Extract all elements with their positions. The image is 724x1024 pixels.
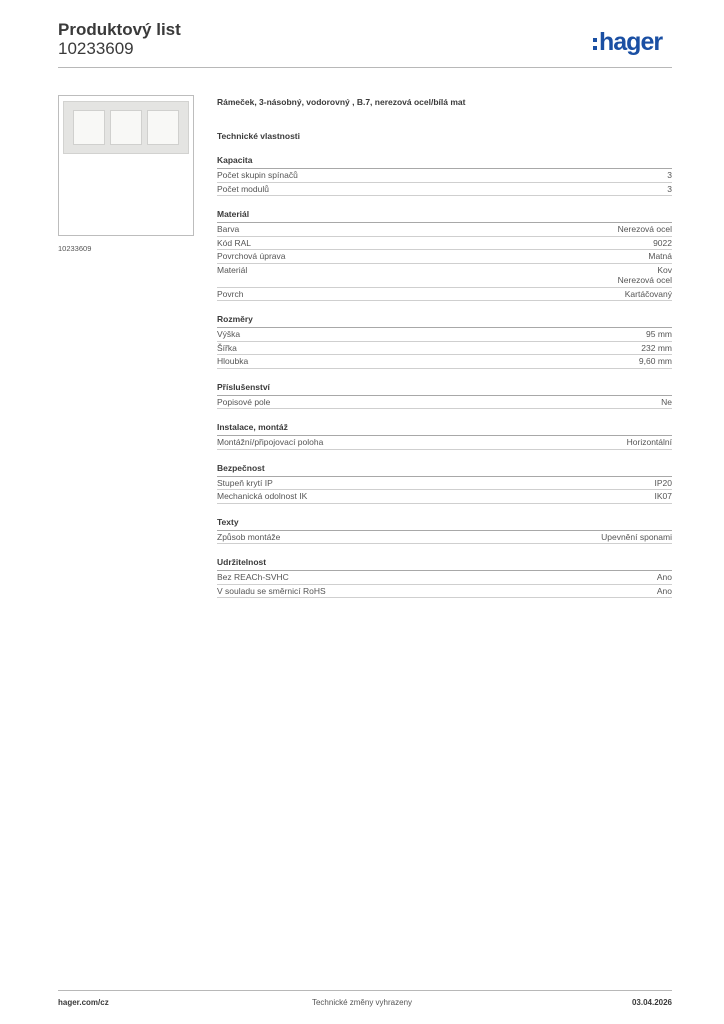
footer-date: 03.04.2026 — [631, 998, 672, 1007]
product-image — [58, 95, 194, 236]
spec-value — [661, 397, 672, 408]
spec-section — [217, 209, 672, 301]
spec-label: Barva — [217, 224, 240, 234]
spec-value — [667, 184, 672, 195]
spec-value-line: 3 — [667, 170, 672, 180]
spec-value-line: IP20 — [654, 477, 672, 488]
spec-value — [657, 572, 672, 583]
spec-label: Povrch — [217, 288, 244, 299]
logo-text: hager — [599, 28, 663, 56]
spec-value — [618, 265, 672, 286]
spec-value-line: Ano — [656, 585, 672, 596]
spec-value — [625, 289, 672, 300]
spec-value — [657, 586, 672, 597]
page-title: Produktový list — [58, 20, 181, 39]
spec-label: Způsob montáže — [217, 531, 281, 542]
tech-properties-heading: Technické vlastnosti — [217, 131, 300, 141]
spec-value — [653, 238, 672, 249]
spec-row — [217, 342, 672, 356]
spec-value — [601, 532, 672, 543]
spec-value — [627, 437, 672, 448]
spec-row — [217, 490, 672, 504]
spec-label: Stupeň krytí IP — [217, 477, 273, 488]
section-title: Materiál — [217, 209, 672, 223]
spec-section — [217, 517, 672, 545]
spec-label: Počet skupin spínačů — [217, 170, 298, 180]
spec-value-line: Horizontální — [626, 437, 672, 447]
spec-value-line: 3 — [667, 183, 672, 194]
spec-row — [217, 436, 672, 450]
spec-label: Materiál — [217, 264, 248, 275]
spec-row — [217, 183, 672, 197]
spec-section — [217, 463, 672, 504]
footer-website-link[interactable]: hager.com/cz — [58, 998, 109, 1007]
spec-value-line: 9022 — [653, 237, 672, 248]
product-code-heading: 10233609 — [58, 39, 134, 58]
spec-label: Počet modulů — [217, 183, 269, 194]
section-title: Kapacita — [217, 155, 672, 169]
spec-value — [648, 251, 672, 262]
product-description: Rámeček, 3-násobný, vodorovný , B.7, nerezová ocel/bílá mat — [217, 97, 466, 107]
spec-value — [655, 478, 673, 489]
spec-label: Povrchová úprava — [217, 251, 286, 261]
spec-value-line: 9,60 mm — [638, 356, 672, 366]
spec-value-line: Upevnění sponami — [601, 531, 672, 542]
section-title: Texty — [217, 517, 672, 531]
section-title: Bezpečnost — [217, 463, 672, 477]
spec-section — [217, 155, 672, 196]
spec-row — [217, 396, 672, 410]
spec-label: Hloubka — [217, 356, 249, 366]
spec-row — [217, 531, 672, 545]
spec-section — [217, 314, 672, 369]
footer-disclaimer: Technické změny vyhrazeny — [311, 998, 413, 1007]
spec-row — [217, 585, 672, 599]
section-title: Příslušenství — [217, 382, 672, 396]
spec-value-line: Ano — [656, 572, 672, 582]
hager-logo[interactable] — [593, 26, 662, 58]
spec-value — [618, 224, 672, 235]
spec-value-line: Ne — [661, 396, 672, 407]
spec-row — [217, 223, 672, 237]
section-title: Udržitelnost — [217, 557, 672, 571]
spec-row — [217, 237, 672, 251]
spec-value-line: 95 mm — [646, 329, 672, 339]
spec-label: Šířka — [217, 342, 237, 353]
spec-value — [646, 329, 672, 340]
spec-label: Montážní/připojovací poloha — [217, 437, 324, 447]
spec-value-line: Nerezová ocel — [617, 224, 672, 234]
spec-value-line: Matná — [648, 251, 672, 261]
spec-value-line: Nerezová ocel — [617, 275, 672, 285]
product-details — [217, 96, 672, 598]
frame-opening — [110, 110, 142, 145]
spec-value-line: Kov — [657, 264, 672, 275]
spec-row — [217, 250, 672, 264]
spec-label: V souladu se směrnicí RoHS — [217, 585, 326, 596]
footer-divider — [58, 990, 672, 991]
spec-row — [217, 169, 672, 183]
spec-label: Popisové pole — [217, 396, 271, 407]
section-title: Rozměry — [217, 314, 672, 328]
spec-value-line: Kartáčovaný — [624, 288, 672, 299]
frame-opening — [73, 110, 105, 145]
spec-section — [217, 422, 672, 450]
image-caption: 10233609 — [58, 244, 92, 253]
spec-value-line: IK07 — [654, 491, 672, 501]
spec-row — [217, 477, 672, 491]
triple-frame-icon — [63, 101, 189, 154]
header-divider — [58, 67, 672, 68]
spec-section — [217, 382, 672, 410]
spec-row — [217, 328, 672, 342]
spec-value — [667, 170, 672, 181]
spec-row — [217, 264, 672, 288]
spec-label: Mechanická odolnost IK — [217, 491, 308, 501]
spec-label: Kód RAL — [217, 237, 252, 248]
logo-dots-icon — [593, 38, 597, 50]
spec-value — [639, 356, 672, 367]
spec-value-line: 232 mm — [641, 342, 672, 353]
spec-label: Bez REACh-SVHC — [217, 572, 289, 582]
spec-value — [655, 491, 673, 502]
spec-sections — [217, 155, 672, 598]
spec-value — [641, 343, 672, 354]
section-title: Instalace, montáž — [217, 422, 672, 436]
spec-section — [217, 557, 672, 598]
spec-row — [217, 355, 672, 369]
spec-row — [217, 571, 672, 585]
frame-opening — [147, 110, 179, 145]
spec-label: Výška — [217, 329, 241, 339]
spec-row — [217, 288, 672, 302]
